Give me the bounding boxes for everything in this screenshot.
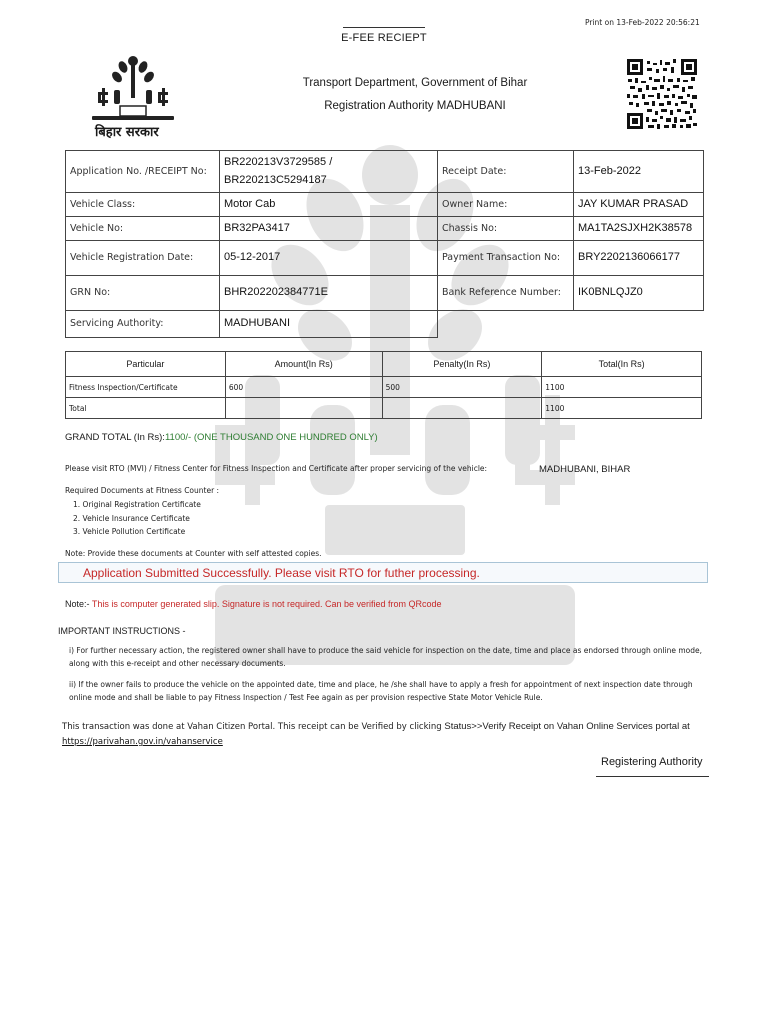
required-docs-title: Required Documents at Fitness Counter : xyxy=(65,486,220,495)
grand-total xyxy=(65,432,378,443)
chassis-no-value: MA1TA2SJXH2K38578 xyxy=(574,217,704,241)
vehicle-no-label: Vehicle No: xyxy=(66,217,220,241)
success-banner xyxy=(58,562,708,583)
grn-no-value: BHR202202384771E xyxy=(220,276,438,311)
application-no-label: Application No. /RECEIPT No: xyxy=(66,151,220,193)
instruction-item: i) For further necessary action, the registered owner shall have to produce the said vehicle for inspection on the date, time and place as endorsed through online mode, along with this e-receipt and other necessary documents. xyxy=(69,646,703,668)
signature-line xyxy=(596,776,709,777)
application-info-table xyxy=(65,150,704,338)
application-no-value: BR220213V3729585 / BR220213C5294187 xyxy=(220,151,438,193)
vehicle-class-label: Vehicle Class: xyxy=(66,193,220,217)
payment-transaction-value: BRY2202136066177 xyxy=(574,241,704,276)
vahan-service-link[interactable]: https://parivahan.gov.in/vahanservice xyxy=(62,737,223,747)
emblem-caption: बिहार सरकार xyxy=(95,125,159,140)
transaction-status-text: Status>>Verify Receipt on Vahan Online Services portal at xyxy=(444,721,690,732)
servicing-authority-value: MADHUBANI xyxy=(220,311,438,338)
fee-cell xyxy=(382,398,542,419)
bank-reference-value: IK0BNLQJZ0 xyxy=(574,276,704,311)
receipt-date-value: 13-Feb-2022 xyxy=(574,151,704,193)
owner-name-label: Owner Name: xyxy=(438,193,574,217)
list-item: 3. Vehicle Pollution Certificate xyxy=(73,527,186,536)
fee-cell: 1100 xyxy=(542,377,702,398)
success-message: Application Submitted Successfully. Please visit RTO for futher processing. xyxy=(83,566,480,580)
department-name: Transport Department, Government of Bihar xyxy=(302,77,528,89)
vehicle-class-value: Motor Cab xyxy=(220,193,438,217)
fee-header-penalty: Penalty(In Rs) xyxy=(382,352,542,377)
fee-header-particular: Particular xyxy=(66,352,226,377)
bihar-emblem-icon xyxy=(90,52,176,122)
instructions-title: IMPORTANT INSTRUCTIONS - xyxy=(58,626,186,636)
visit-location: MADHUBANI, BIHAR xyxy=(539,464,631,475)
required-docs-list xyxy=(73,498,201,539)
servicing-authority-label: Servicing Authority: xyxy=(66,311,220,338)
registration-authority: Registration Authority MADHUBANI xyxy=(324,100,506,112)
payment-transaction-label: Payment Transaction No: xyxy=(438,241,574,276)
fee-cell: 600 xyxy=(225,377,382,398)
fee-cell: Total xyxy=(66,398,226,419)
note-text: This is computer generated slip. Signature is not required. Can be verified from QRcode xyxy=(91,599,442,609)
transaction-note xyxy=(62,719,722,750)
chassis-no-label: Chassis No: xyxy=(438,217,574,241)
table-row xyxy=(66,377,702,398)
title-rule xyxy=(343,27,425,28)
fee-cell: 1100 xyxy=(542,398,702,419)
table-row xyxy=(66,398,702,419)
fee-cell: Fitness Inspection/Certificate xyxy=(66,377,226,398)
qr-code-icon xyxy=(627,59,697,129)
fee-table xyxy=(65,351,702,419)
fee-cell xyxy=(225,398,382,419)
documents-note: Note: Provide these documents at Counter with self attested copies. xyxy=(65,549,322,558)
computer-generated-note xyxy=(65,599,442,609)
instruction-item: ii) If the owner fails to produce the vehicle on the appointed date, time and place, he /she shall have to apply a fresh for appointment of next inspection date through online mode and shall be liable to pay Fitness Inspection / Test Fee again as per provision respective State Motor Vehicle Rule. xyxy=(69,680,693,702)
registration-date-label: Vehicle Registration Date: xyxy=(66,241,220,276)
list-item: 1. Original Registration Certificate xyxy=(73,500,201,509)
receipt-date-label: Receipt Date: xyxy=(438,151,574,193)
grn-no-label: GRN No: xyxy=(66,276,220,311)
receipt-title: E-FEE RECIEPT xyxy=(341,32,427,44)
print-timestamp: Print on 13-Feb-2022 20:56:21 xyxy=(585,18,700,27)
visit-instruction: Please visit RTO (MVI) / Fitness Center for Fitness Inspection and Certificate after proper servicing of the vehicle: xyxy=(65,464,488,473)
grand-total-value: 1100/- (ONE THOUSAND ONE HUNDRED ONLY) xyxy=(164,432,378,443)
bank-reference-label: Bank Reference Number: xyxy=(438,276,574,311)
registration-date-value: 05-12-2017 xyxy=(220,241,438,276)
note-label: Note:- xyxy=(65,599,90,609)
fee-header-amount: Amount(In Rs) xyxy=(225,352,382,377)
grand-total-label: GRAND TOTAL (In Rs): xyxy=(65,432,165,443)
list-item: 2. Vehicle Insurance Certificate xyxy=(73,513,190,523)
fee-cell: 500 xyxy=(382,377,542,398)
transaction-text: This transaction was done at Vahan Citizen Portal. This receipt can be Verified by clicking xyxy=(62,722,442,732)
owner-name-value: JAY KUMAR PRASAD xyxy=(574,193,704,217)
vehicle-no-value: BR32PA3417 xyxy=(220,217,438,241)
fee-header-total: Total(In Rs) xyxy=(542,352,702,377)
registering-authority: Registering Authority xyxy=(601,756,703,768)
empty-cell xyxy=(438,311,704,338)
